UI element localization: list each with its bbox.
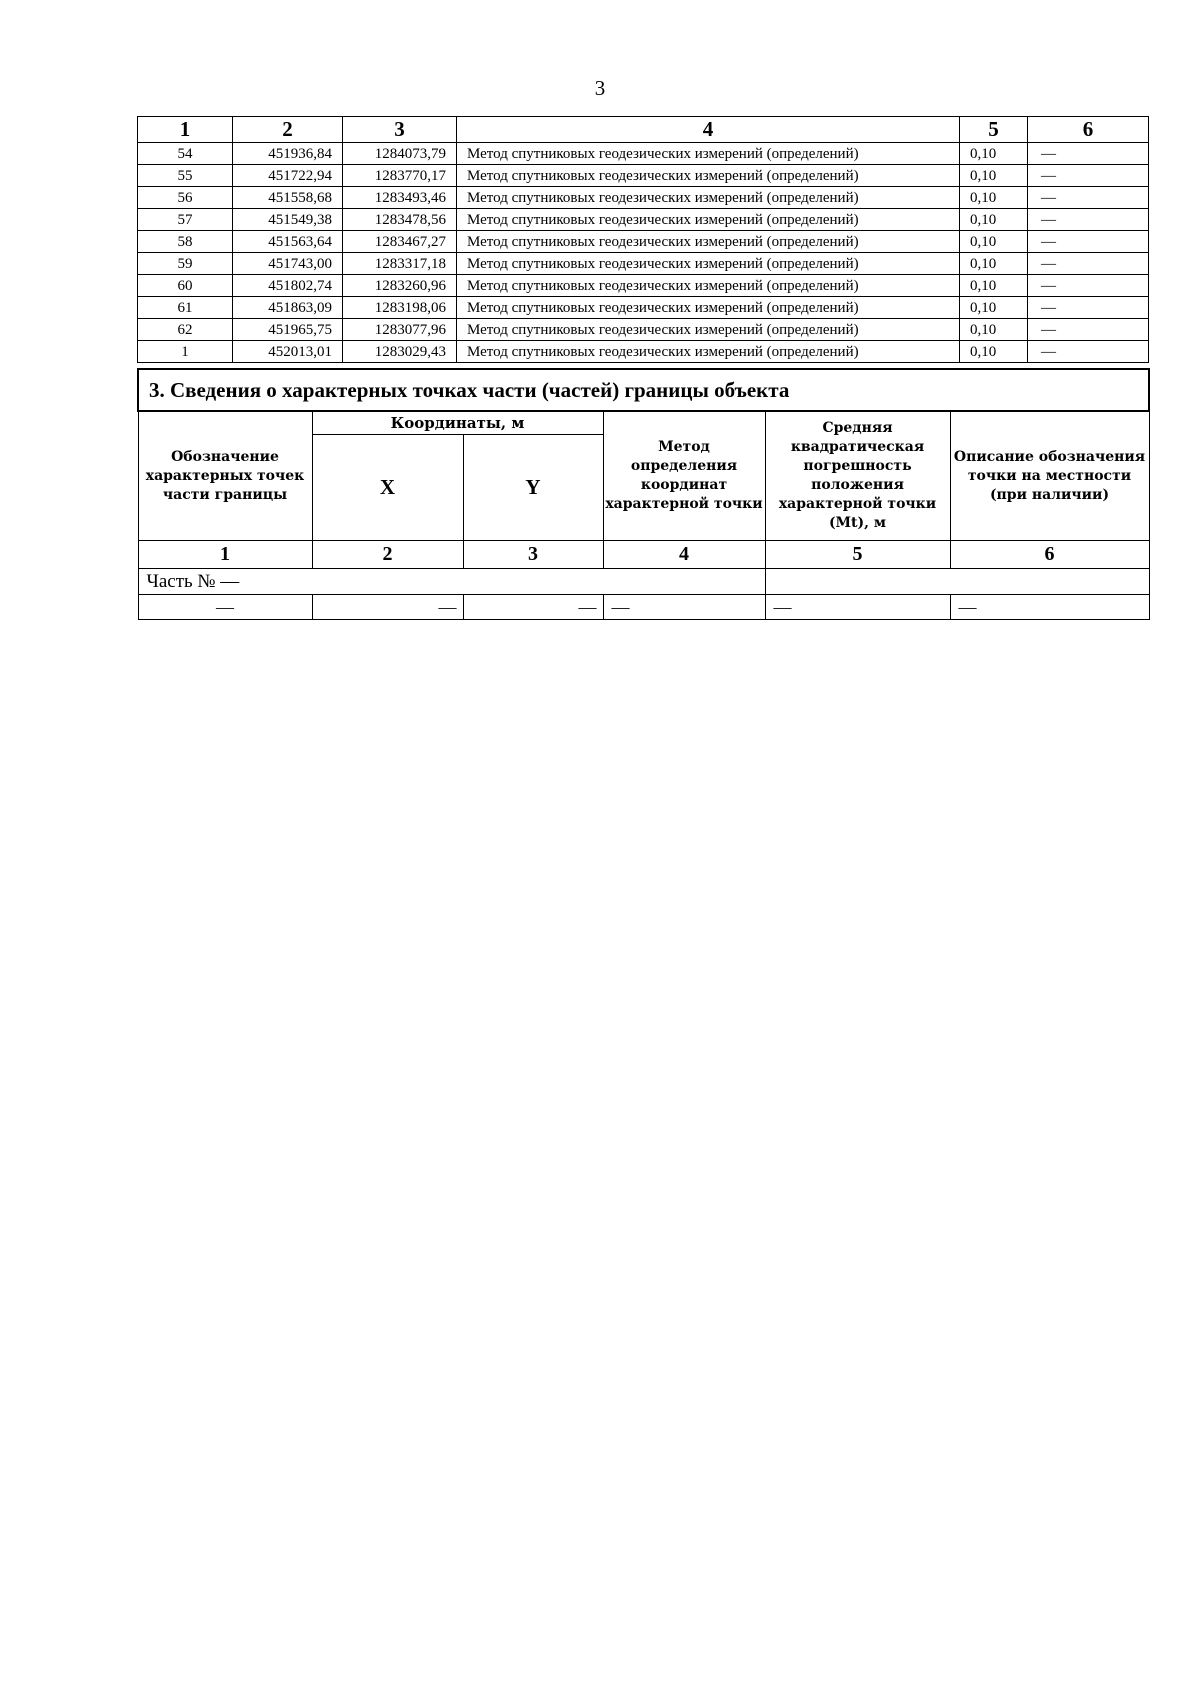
cell-method: Метод спутниковых геодезических измерений (определений) — [457, 297, 960, 319]
column-numbers-row — [138, 541, 1149, 569]
cell-description: — — [1028, 253, 1149, 275]
cell-y: 1283077,96 — [343, 319, 457, 341]
cell-y: 1283478,56 — [343, 209, 457, 231]
cell-description: — — [1028, 209, 1149, 231]
column-number-6: 6 — [950, 541, 1149, 569]
column-number-2: 2 — [233, 117, 343, 143]
cell-method: Метод спутниковых геодезических измерений (определений) — [457, 231, 960, 253]
part-empty-cell — [765, 569, 1149, 595]
cell-y: 1284073,79 — [343, 143, 457, 165]
cell-y: 1283260,96 — [343, 275, 457, 297]
cell-point-number: 59 — [138, 253, 233, 275]
cell-point-designation: — — [138, 595, 312, 620]
cell-x: 451802,74 — [233, 275, 343, 297]
table-row — [138, 231, 1149, 253]
part-row — [138, 569, 1149, 595]
column-number-5: 5 — [960, 117, 1028, 143]
page-number: 3 — [594, 76, 606, 100]
cell-method: Метод спутниковых геодезических измерений (определений) — [457, 209, 960, 231]
section-title: 3. Сведения о характерных точках части (частей) границы объекта — [138, 369, 1149, 411]
section-title-row — [138, 369, 1149, 411]
header-method: Метод определения координат характерной точки — [603, 411, 765, 541]
cell-method: Метод спутниковых геодезических измерений (определений) — [457, 165, 960, 187]
cell-error: 0,10 — [960, 209, 1028, 231]
header-row-top — [138, 411, 1149, 435]
cell-description: — — [1028, 297, 1149, 319]
cell-y: 1283317,18 — [343, 253, 457, 275]
cell-method: — — [603, 595, 765, 620]
table-row — [138, 297, 1149, 319]
column-number-4: 4 — [603, 541, 765, 569]
column-number-4: 4 — [457, 117, 960, 143]
cell-error: 0,10 — [960, 143, 1028, 165]
cell-y: 1283029,43 — [343, 341, 457, 363]
header-description: Описание обозначения точки на местности (при наличии) — [950, 411, 1149, 541]
cell-point-number: 61 — [138, 297, 233, 319]
cell-description: — — [1028, 165, 1149, 187]
cell-x: 451863,09 — [233, 297, 343, 319]
part-label: Часть № — — [138, 569, 765, 595]
cell-error: 0,10 — [960, 165, 1028, 187]
cell-description: — — [1028, 187, 1149, 209]
header-error — [765, 411, 950, 541]
column-number-3: 3 — [463, 541, 603, 569]
cell-method: Метод спутниковых геодезических измерений (определений) — [457, 341, 960, 363]
cell-y: — — [463, 595, 603, 620]
cell-x: — — [312, 595, 463, 620]
cell-point-number: 1 — [138, 341, 233, 363]
part-boundary-points-table — [137, 368, 1150, 620]
cell-x: 451558,68 — [233, 187, 343, 209]
cell-error: 0,10 — [960, 319, 1028, 341]
table-row — [138, 275, 1149, 297]
table-row — [138, 165, 1149, 187]
table-row — [138, 253, 1149, 275]
cell-point-number: 54 — [138, 143, 233, 165]
cell-point-number: 58 — [138, 231, 233, 253]
column-number-1: 1 — [138, 541, 312, 569]
cell-x: 451936,84 — [233, 143, 343, 165]
cell-point-number: 60 — [138, 275, 233, 297]
table-row — [138, 209, 1149, 231]
cell-description: — — [1028, 319, 1149, 341]
cell-y: 1283467,27 — [343, 231, 457, 253]
cell-point-number: 56 — [138, 187, 233, 209]
cell-x: 452013,01 — [233, 341, 343, 363]
cell-description: — — [1028, 143, 1149, 165]
cell-x: 451722,94 — [233, 165, 343, 187]
cell-description: — — [1028, 231, 1149, 253]
cell-y: 1283198,06 — [343, 297, 457, 319]
cell-error: 0,10 — [960, 297, 1028, 319]
table-header-row — [138, 117, 1149, 143]
cell-y: 1283770,17 — [343, 165, 457, 187]
cell-error: 0,10 — [960, 187, 1028, 209]
cell-x: 451965,75 — [233, 319, 343, 341]
header-point-designation: Обозначение характерных точек части границы — [138, 411, 312, 541]
table-row — [138, 341, 1149, 363]
column-number-2: 2 — [312, 541, 463, 569]
cell-point-number: 62 — [138, 319, 233, 341]
cell-x: 451563,64 — [233, 231, 343, 253]
column-number-6: 6 — [1028, 117, 1149, 143]
cell-method: Метод спутниковых геодезических измерений (определений) — [457, 319, 960, 341]
cell-error: 0,10 — [960, 231, 1028, 253]
column-number-1: 1 — [138, 117, 233, 143]
cell-error: — — [765, 595, 950, 620]
cell-description: — — [950, 595, 1149, 620]
cell-x: 451743,00 — [233, 253, 343, 275]
cell-error: 0,10 — [960, 341, 1028, 363]
cell-method: Метод спутниковых геодезических измерений (определений) — [457, 253, 960, 275]
cell-point-number: 55 — [138, 165, 233, 187]
header-y: Y — [463, 435, 603, 541]
cell-method: Метод спутниковых геодезических измерений (определений) — [457, 187, 960, 209]
table-row — [138, 319, 1149, 341]
cell-method: Метод спутниковых геодезических измерений (определений) — [457, 143, 960, 165]
column-number-5: 5 — [765, 541, 950, 569]
cell-description: — — [1028, 341, 1149, 363]
cell-point-number: 57 — [138, 209, 233, 231]
cell-description: — — [1028, 275, 1149, 297]
table-row — [138, 595, 1149, 620]
table-row — [138, 187, 1149, 209]
cell-error: 0,10 — [960, 253, 1028, 275]
column-number-3: 3 — [343, 117, 457, 143]
header-x: X — [312, 435, 463, 541]
cell-error: 0,10 — [960, 275, 1028, 297]
table-row — [138, 143, 1149, 165]
header-error-text: Средняя квадратическая погрешность положения характерной точки (Mt), м — [778, 420, 937, 531]
cell-y: 1283493,46 — [343, 187, 457, 209]
cell-method: Метод спутниковых геодезических измерений (определений) — [457, 275, 960, 297]
header-coordinates: Координаты, м — [312, 411, 603, 435]
boundary-points-table — [137, 116, 1149, 363]
cell-x: 451549,38 — [233, 209, 343, 231]
